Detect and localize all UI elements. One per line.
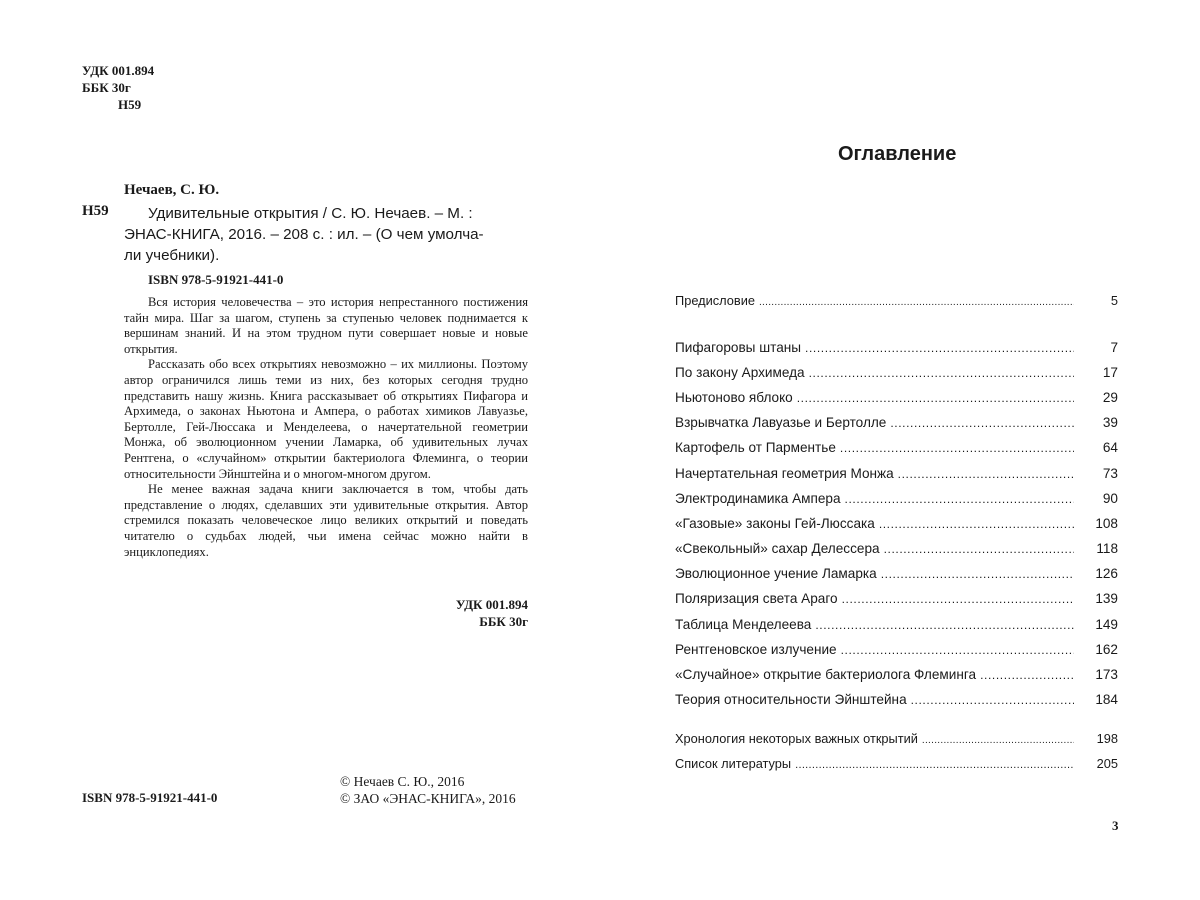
toc-entry[interactable] bbox=[675, 617, 1118, 639]
isbn-main: ISBN 978-5-91921-441-0 bbox=[148, 272, 284, 287]
isbn-footer: ISBN 978-5-91921-441-0 bbox=[82, 790, 218, 805]
toc-entry-title: Предисловие bbox=[675, 293, 755, 308]
toc-entry-page: 162 bbox=[1095, 642, 1118, 657]
toc-entry-page: 118 bbox=[1096, 541, 1118, 556]
toc-entry[interactable] bbox=[675, 756, 1118, 778]
toc-entry-page: 17 bbox=[1102, 365, 1118, 380]
udk-code: УДК 001.894 bbox=[82, 63, 155, 78]
annotation-paragraph: Не менее важная задача книги заключается в том, чтобы дать представление о людях, сделавших эти удивительные открытия. Автор стремился показать человеческое лицо великих открытий и поведать читателю о судьбах людей, чьи имена сейчас можно найти в энциклопедиях. bbox=[124, 482, 528, 559]
toc-entry-title: Список литературы bbox=[675, 756, 792, 771]
toc-leader-dots bbox=[922, 735, 1074, 746]
toc-entry-title: Взрывчатка Лавуазье и Бертолле bbox=[675, 415, 887, 430]
bbk-code: ББК 30г bbox=[479, 614, 528, 629]
page-number: 3 bbox=[1112, 818, 1119, 833]
toc-leader-dots bbox=[890, 416, 1074, 430]
toc-entry-title: Поляризация света Араго bbox=[675, 591, 838, 606]
toc-leader-dots bbox=[795, 759, 1074, 771]
toc-entry[interactable] bbox=[675, 365, 1118, 387]
toc-leader-dots bbox=[815, 618, 1074, 632]
toc-entry-title: По закону Архимеда bbox=[675, 365, 805, 380]
toc-entry[interactable] bbox=[675, 491, 1118, 513]
toc-entry-title: Картофель от Парментье bbox=[675, 440, 836, 455]
toc-leader-dots bbox=[881, 567, 1074, 581]
copyright-block bbox=[340, 773, 516, 807]
toc-leader-dots bbox=[809, 366, 1074, 380]
toc-entry-page: 7 bbox=[1110, 340, 1118, 355]
toc-entry[interactable] bbox=[675, 516, 1118, 538]
toc-entry-page: 64 bbox=[1102, 440, 1118, 455]
toc-leader-dots bbox=[879, 517, 1074, 531]
toc-entry-title: Пифагоровы штаны bbox=[675, 340, 802, 355]
toc-entry-page: 126 bbox=[1095, 566, 1118, 581]
toc-leader-dots bbox=[980, 668, 1074, 682]
toc-leader-dots bbox=[841, 643, 1074, 657]
toc-entry-title: Ньютоново яблоко bbox=[675, 390, 793, 405]
toc-entry[interactable] bbox=[675, 415, 1118, 437]
toc-entry-title: Таблица Менделеева bbox=[675, 617, 812, 632]
bibliographic-description bbox=[124, 203, 528, 266]
toc-entry[interactable] bbox=[675, 642, 1118, 664]
toc-leader-dots bbox=[884, 542, 1074, 556]
toc-entry-page: 39 bbox=[1102, 415, 1118, 430]
toc-entry-page: 149 bbox=[1095, 617, 1118, 632]
toc-entry[interactable] bbox=[675, 692, 1118, 714]
contents-title-text: Оглавление bbox=[838, 143, 957, 165]
toc-leader-dots bbox=[842, 592, 1074, 606]
toc-entry-page: 29 bbox=[1102, 390, 1118, 405]
contents-page bbox=[600, 0, 1200, 900]
toc-leader-dots bbox=[898, 467, 1074, 481]
toc-entry-title: Хронология некоторых важных открытий bbox=[675, 731, 918, 746]
toc-entry-page: 73 bbox=[1102, 466, 1118, 481]
classification-block-top bbox=[82, 62, 154, 113]
toc-entry-page: 5 bbox=[1110, 293, 1118, 308]
toc-leader-dots bbox=[805, 341, 1074, 355]
toc-entry-title: Электродинамика Ампера bbox=[675, 491, 841, 506]
copyright-line: © Нечаев С. Ю., 2016 bbox=[340, 774, 465, 789]
udk-code: УДК 001.894 bbox=[455, 597, 528, 612]
toc-entry[interactable] bbox=[675, 731, 1118, 753]
bib-line: Удивительные открытия / С. Ю. Нечаев. – М. : bbox=[148, 205, 473, 222]
bbk-code: ББК 30г bbox=[82, 80, 131, 95]
toc-entry-page: 173 bbox=[1095, 667, 1118, 682]
toc-entry-page: 108 bbox=[1095, 516, 1118, 531]
toc-entry[interactable] bbox=[675, 440, 1118, 462]
toc-entry-title: «Случайное» открытие бактериолога Флеминга bbox=[675, 667, 977, 682]
toc-entry-title: Эволюционное учение Ламарка bbox=[675, 566, 877, 581]
toc-entry[interactable] bbox=[675, 293, 1118, 315]
toc-entry[interactable] bbox=[675, 390, 1118, 412]
toc-entry-page: 139 bbox=[1095, 591, 1118, 606]
toc-entry-title: «Свекольный» сахар Делессера bbox=[675, 541, 880, 556]
author-heading: Нечаев, С. Ю. bbox=[124, 182, 220, 198]
toc-entry-title: Теория относительности Эйнштейна bbox=[675, 692, 907, 707]
toc-entry[interactable] bbox=[675, 541, 1118, 563]
toc-entry-title: Начертательная геометрия Монжа bbox=[675, 466, 894, 481]
annotation-paragraph: Рассказать обо всех открытиях невозможно – их миллионы. Поэтому автор ограничился лишь теми из них, без которых сегодня трудно представить нашу жизнь. Книга рассказывает об открытиях Пифагора и Архимеда, о законах Ньютона и Ампера, о работах химиков Лавуазье, Бертолле, Гей-Люссака и Менделеева, о начертательной геометрии Монжа, об эволюционном учении Ламарка, об удивительных лучах Рентгена, о «случайном» открытии бактериолога Флеминга, о теории относительности Эйнштейна и о многом-многом другом. bbox=[124, 357, 528, 481]
toc-leader-dots bbox=[911, 693, 1074, 707]
copyright-line: © ЗАО «ЭНАС-КНИГА», 2016 bbox=[340, 791, 516, 806]
toc-entry-title: Рентгеновское излучение bbox=[675, 642, 837, 657]
toc-leader-dots bbox=[845, 492, 1074, 506]
toc-entry[interactable] bbox=[675, 667, 1118, 689]
classification-block-bottom bbox=[328, 596, 528, 630]
toc-entry-page: 184 bbox=[1095, 692, 1118, 707]
toc-entry-page: 198 bbox=[1096, 731, 1118, 746]
bib-line: ЭНАС-КНИГА, 2016. – 208 с. : ил. – (О чем умолча- bbox=[124, 226, 484, 243]
author-mark: Н59 bbox=[118, 97, 142, 112]
author-sign: Н59 bbox=[82, 203, 109, 219]
annotation bbox=[124, 295, 528, 560]
toc-leader-dots bbox=[840, 441, 1074, 455]
toc-entry[interactable] bbox=[675, 466, 1118, 488]
bib-line: ли учебники). bbox=[124, 247, 220, 264]
toc-entry-page: 90 bbox=[1102, 491, 1118, 506]
toc-entry[interactable] bbox=[675, 566, 1118, 588]
toc-entry[interactable] bbox=[675, 591, 1118, 613]
toc-entry-title: «Газовые» законы Гей-Люссака bbox=[675, 516, 875, 531]
toc-entry-page: 205 bbox=[1096, 756, 1118, 771]
toc-entry[interactable] bbox=[675, 340, 1118, 362]
toc-leader-dots bbox=[797, 391, 1074, 405]
annotation-paragraph: Вся история человечества – это история непрестанного постижения тайн мира. Шаг за шагом, ступень за ступенью человек поднимается к вершинам знаний. И на этом трудном пути совершает новые и новые открытия. bbox=[124, 295, 528, 356]
toc-leader-dots bbox=[759, 297, 1074, 308]
